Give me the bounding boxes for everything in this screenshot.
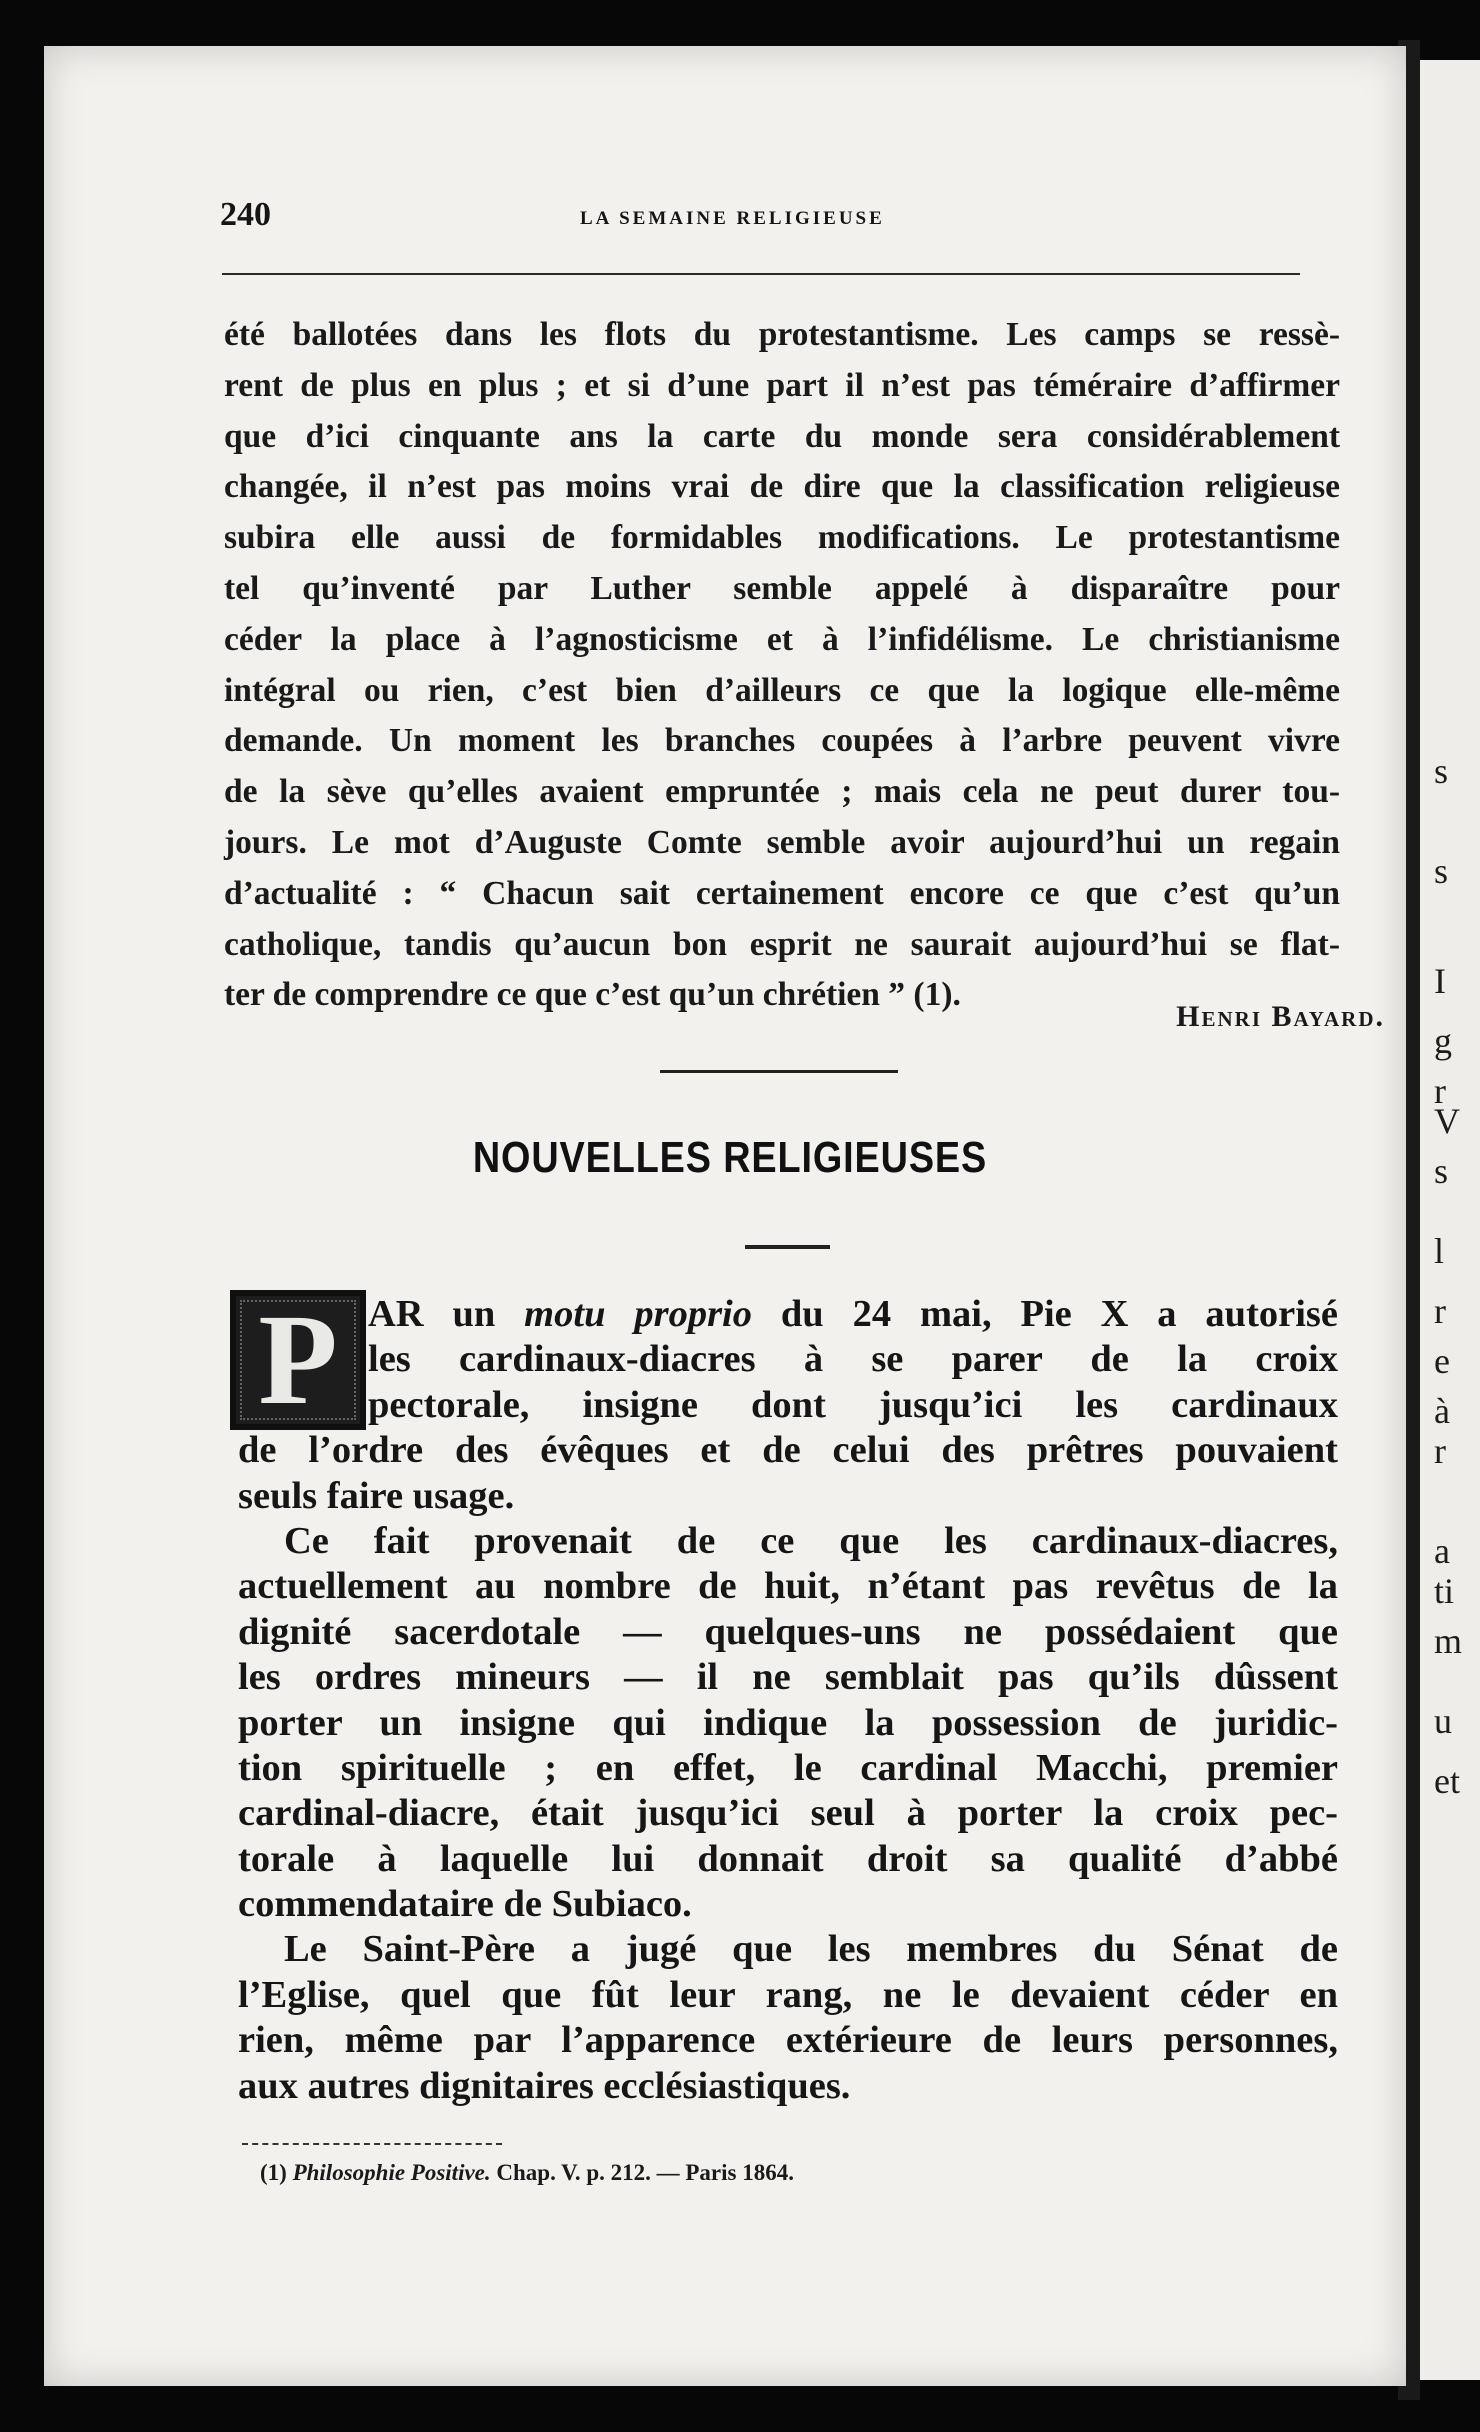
- next-page-fragment: a: [1434, 1531, 1450, 1571]
- text-line: Ce fait provenait de ce que les cardinaux-diacres,: [284, 1519, 1338, 1562]
- header-rule: [222, 273, 1300, 275]
- section-title: NOUVELLES RELIGIEUSES: [472, 1133, 988, 1182]
- footnote-source: Philosophie Positive.: [292, 2160, 491, 2185]
- text-line: commendataire de Subiaco.: [238, 1883, 692, 1926]
- section-divider: [660, 1070, 898, 1073]
- next-page-fragment: r: [1434, 1431, 1446, 1471]
- text-line: de l’ordre des évêques et de celui des prêtres pouvaient: [238, 1429, 1338, 1472]
- text-line: Le Saint-Père a jugé que les membres du Sénat de: [284, 1928, 1338, 1971]
- text-line: porter un insigne qui indique la possession de juridic-: [238, 1701, 1338, 1744]
- text-line: pectorale, insigne dont jusqu’ici les cardinaux: [368, 1383, 1338, 1426]
- page-number: 240: [220, 196, 271, 233]
- next-page-fragment: r: [1434, 1071, 1446, 1111]
- first-line-prefix: AR un: [368, 1293, 525, 1335]
- next-page-fragment: V: [1434, 1101, 1460, 1141]
- next-page-fragment: r: [1434, 1291, 1446, 1331]
- author-signature: Henri Bayard.: [1176, 1000, 1385, 1033]
- text-line: aux autres dignitaires ecclésiastiques.: [238, 2064, 851, 2107]
- next-page-fragment: ti: [1434, 1571, 1455, 1611]
- next-page-fragment: I: [1434, 961, 1446, 1001]
- news-article: [238, 1292, 1338, 2109]
- next-page-fragment: s: [1434, 851, 1449, 891]
- text-line: les ordres mineurs — il ne semblait pas qu’ils dûssent: [238, 1656, 1338, 1699]
- text-line: subira elle aussi de formidables modifications. Le protestantisme: [224, 519, 1340, 557]
- text-line: été ballotées dans les flots du protestantisme. Les camps se ressè-: [224, 316, 1340, 353]
- footnote-text: Chap. V. p. 212. — Paris 1864.: [490, 2160, 794, 2185]
- text-line: seuls faire usage.: [238, 1474, 515, 1517]
- ornamental-dropcap: P: [230, 1290, 366, 1430]
- title-ornament-rule: [745, 1245, 830, 1249]
- next-page-fragment: l: [1434, 1231, 1445, 1271]
- text-line: rent de plus en plus ; et si d’une part il n’est pas téméraire d’affirmer: [224, 366, 1340, 404]
- text-line: jours. Le mot d’Auguste Comte semble avoir aujourd’hui un regain: [224, 823, 1340, 861]
- text-line: que d’ici cinquante ans la carte du monde sera considérablement: [224, 417, 1340, 455]
- article-conclusion: [224, 310, 1340, 1021]
- footnote-rule: [242, 2143, 502, 2145]
- first-line-suffix: du 24 mai, Pie X a autorisé: [752, 1293, 1338, 1335]
- text-line: l’Eglise, quel que fût leur rang, ne le devaient céder en: [238, 1973, 1338, 2016]
- text-line: de la sève qu’elles avaient empruntée ; mais cela ne peut durer tou-: [224, 773, 1340, 811]
- next-page-fragment: s: [1434, 1151, 1449, 1191]
- next-page-fragment: à: [1434, 1391, 1450, 1431]
- footnote-marker: (1): [260, 2160, 287, 2185]
- text-line: rien, même par l’apparence extérieure de leurs personnes,: [238, 2019, 1338, 2062]
- text-line: tel qu’inventé par Luther semble appelé à disparaître pour: [224, 569, 1340, 607]
- next-page-fragment: e: [1434, 1341, 1450, 1381]
- first-line: [238, 1292, 1338, 1337]
- adjacent-page-edge: [1420, 60, 1480, 2380]
- footnote: [260, 2160, 794, 2186]
- text-line: d’actualité : “ Chacun sait certainement encore ce que c’est qu’un: [224, 874, 1340, 912]
- text-line: catholique, tandis qu’aucun bon esprit ne saurait aujourd’hui se flat-: [224, 925, 1340, 963]
- text-line: demande. Un moment les branches coupées à l’arbre peuvent vivre: [224, 722, 1340, 760]
- next-page-fragment: u: [1434, 1701, 1452, 1741]
- text-line: céder la place à l’agnosticisme et à l’infidélisme. Le christianisme: [224, 620, 1340, 658]
- running-title: LA SEMAINE RELIGIEUSE: [580, 208, 885, 229]
- next-page-fragment: m: [1434, 1621, 1463, 1661]
- text-line: ter de comprendre ce que c’est qu’un chrétien ” (1).: [224, 976, 961, 1014]
- text-line: torale à laquelle lui donnait droit sa qualité d’abbé: [238, 1837, 1338, 1880]
- text-line: changée, il n’est pas moins vrai de dire que la classification religieuse: [224, 468, 1340, 506]
- next-page-fragment: s: [1434, 751, 1449, 791]
- text-line: les cardinaux-diacres à se parer de la croix: [368, 1338, 1338, 1381]
- text-line: dignité sacerdotale — quelques-uns ne possédaient que: [238, 1610, 1338, 1653]
- first-line-italic: motu proprio: [524, 1293, 753, 1335]
- text-line: actuellement au nombre de huit, n’étant pas revêtus de la: [238, 1565, 1338, 1608]
- running-head: [180, 196, 1300, 256]
- text-line: intégral ou rien, c’est bien d’ailleurs ce que la logique elle-même: [224, 671, 1340, 709]
- text-line: cardinal-diacre, était jusqu’ici seul à porter la croix pec-: [238, 1792, 1338, 1835]
- text-line: tion spirituelle ; en effet, le cardinal Macchi, premier: [238, 1746, 1338, 1789]
- next-page-fragment: g: [1434, 1021, 1452, 1061]
- next-page-fragment: et: [1434, 1761, 1460, 1801]
